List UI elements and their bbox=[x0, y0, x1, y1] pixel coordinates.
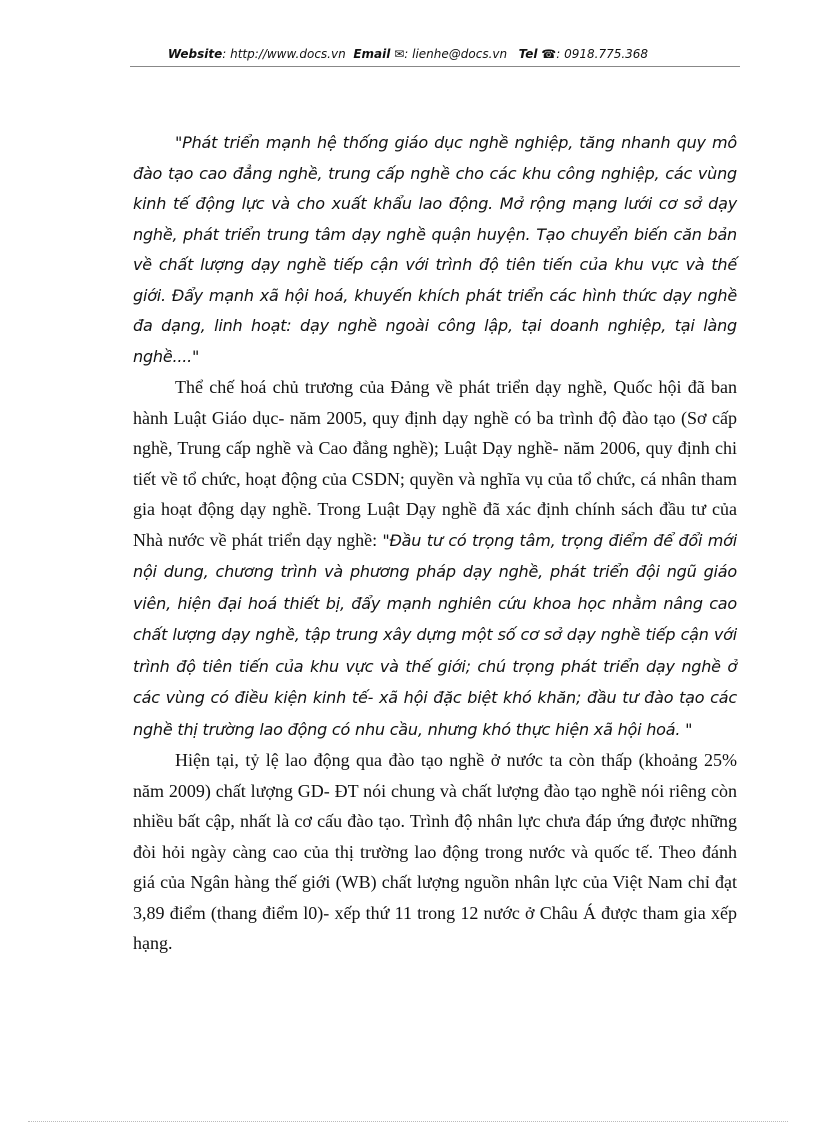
paragraph-quote-party: "Phát triển mạnh hệ thống giáo dục nghề nghiệp, tăng nhanh quy mô đào tạo cao đẳng nghề, trung cấp nghề cho các khu công nghiệp, các vùng kinh tế động lực và cho xuất khẩu lao động. Mở rộng mạng lưới cơ sở dạy nghề, phát triển trung tâm dạy nghề quận huyện. Tạo chuyển biến căn bản về chất lượng dạy nghề tiếp cận với trình độ tiên tiến của khu vực và thế giới. Đẩy mạnh xã hội hoá, khuyến khích phát triển các hình thức dạy nghề đa dạng, linh hoạt: dạy nghề ngoài công lập, tại doanh nghiệp, tại làng nghề...." bbox=[133, 133, 737, 366]
paragraph-law bbox=[133, 372, 737, 745]
phone-icon: ☎ bbox=[541, 47, 557, 61]
website-label: Website bbox=[167, 47, 223, 61]
paragraph-current-status: Hiện tại, tỷ lệ lao động qua đào tạo nghề ở nước ta còn thấp (khoảng 25% năm 2009) chất lượng GD- ĐT nói chung và chất lượng đào tạo nghề nói riêng còn nhiều bất cập, nhất là cơ cấu đào tạo. Trình độ nhân lực chưa đáp ứng được những đòi hỏi ngày càng cao của thị trường lao động trong nước và quốc tế. Theo đánh giá của Ngân hàng thế giới (WB) chất lượng nguồn nhân lực của Việt Nam chỉ đạt 3,89 điểm (thang điểm l0)- xếp thứ 11 trong 12 nước ở Châu Á được tham gia xếp hạng. bbox=[133, 750, 737, 953]
document-body bbox=[133, 128, 737, 959]
email-icon: ✉ bbox=[394, 47, 405, 61]
website-value[interactable]: : http://www.docs.vn bbox=[222, 47, 346, 61]
page-header bbox=[0, 47, 816, 61]
paragraph-law-text: Thể chế hoá chủ trương của Đảng về phát triển dạy nghề, Quốc hội đã ban hành Luật Giáo dục- năm 2005, quy định dạy nghề có ba trình độ đào tạo (Sơ cấp nghề, Trung cấp nghề và Cao đẳng nghề); Luật Dạy nghề- năm 2006, quy định chi tiết về tổ chức, hoạt động của CSDN; quyền và nghĩa vụ của tổ chức, cá nhân tham gia hoạt động dạy nghề. Trong Luật Dạy nghề đã xác định chính sách đầu tư của Nhà nước về phát triển dạy nghề: bbox=[133, 377, 737, 550]
email-value[interactable]: : lienhe@docs.vn bbox=[404, 47, 508, 61]
footer-divider bbox=[28, 1121, 788, 1122]
tel-value: : 0918.775.368 bbox=[556, 47, 649, 61]
email-label: Email bbox=[353, 47, 391, 61]
header-divider bbox=[130, 66, 740, 67]
paragraph-law-quote: "Đầu tư có trọng tâm, trọng điểm để đổi mới nội dung, chương trình và phương pháp dạy nghề, phát triển đội ngũ giáo viên, hiện đại hoá thiết bị, đẩy mạnh nghiên cứu khoa học nhằm nâng cao chất lượng dạy nghề, tập trung xây dựng một số cơ sở dạy nghề tiếp cận với trình độ tiên tiến của khu vực và thế giới; chú trọng phát triển dạy nghề ở các vùng có điều kiện kinh tế- xã hội đặc biệt khó khăn; đầu tư đào tạo các nghề thị trường lao động có nhu cầu, nhưng khó thực hiện xã hội hoá. " bbox=[133, 530, 737, 739]
tel-label: Tel bbox=[518, 47, 538, 61]
